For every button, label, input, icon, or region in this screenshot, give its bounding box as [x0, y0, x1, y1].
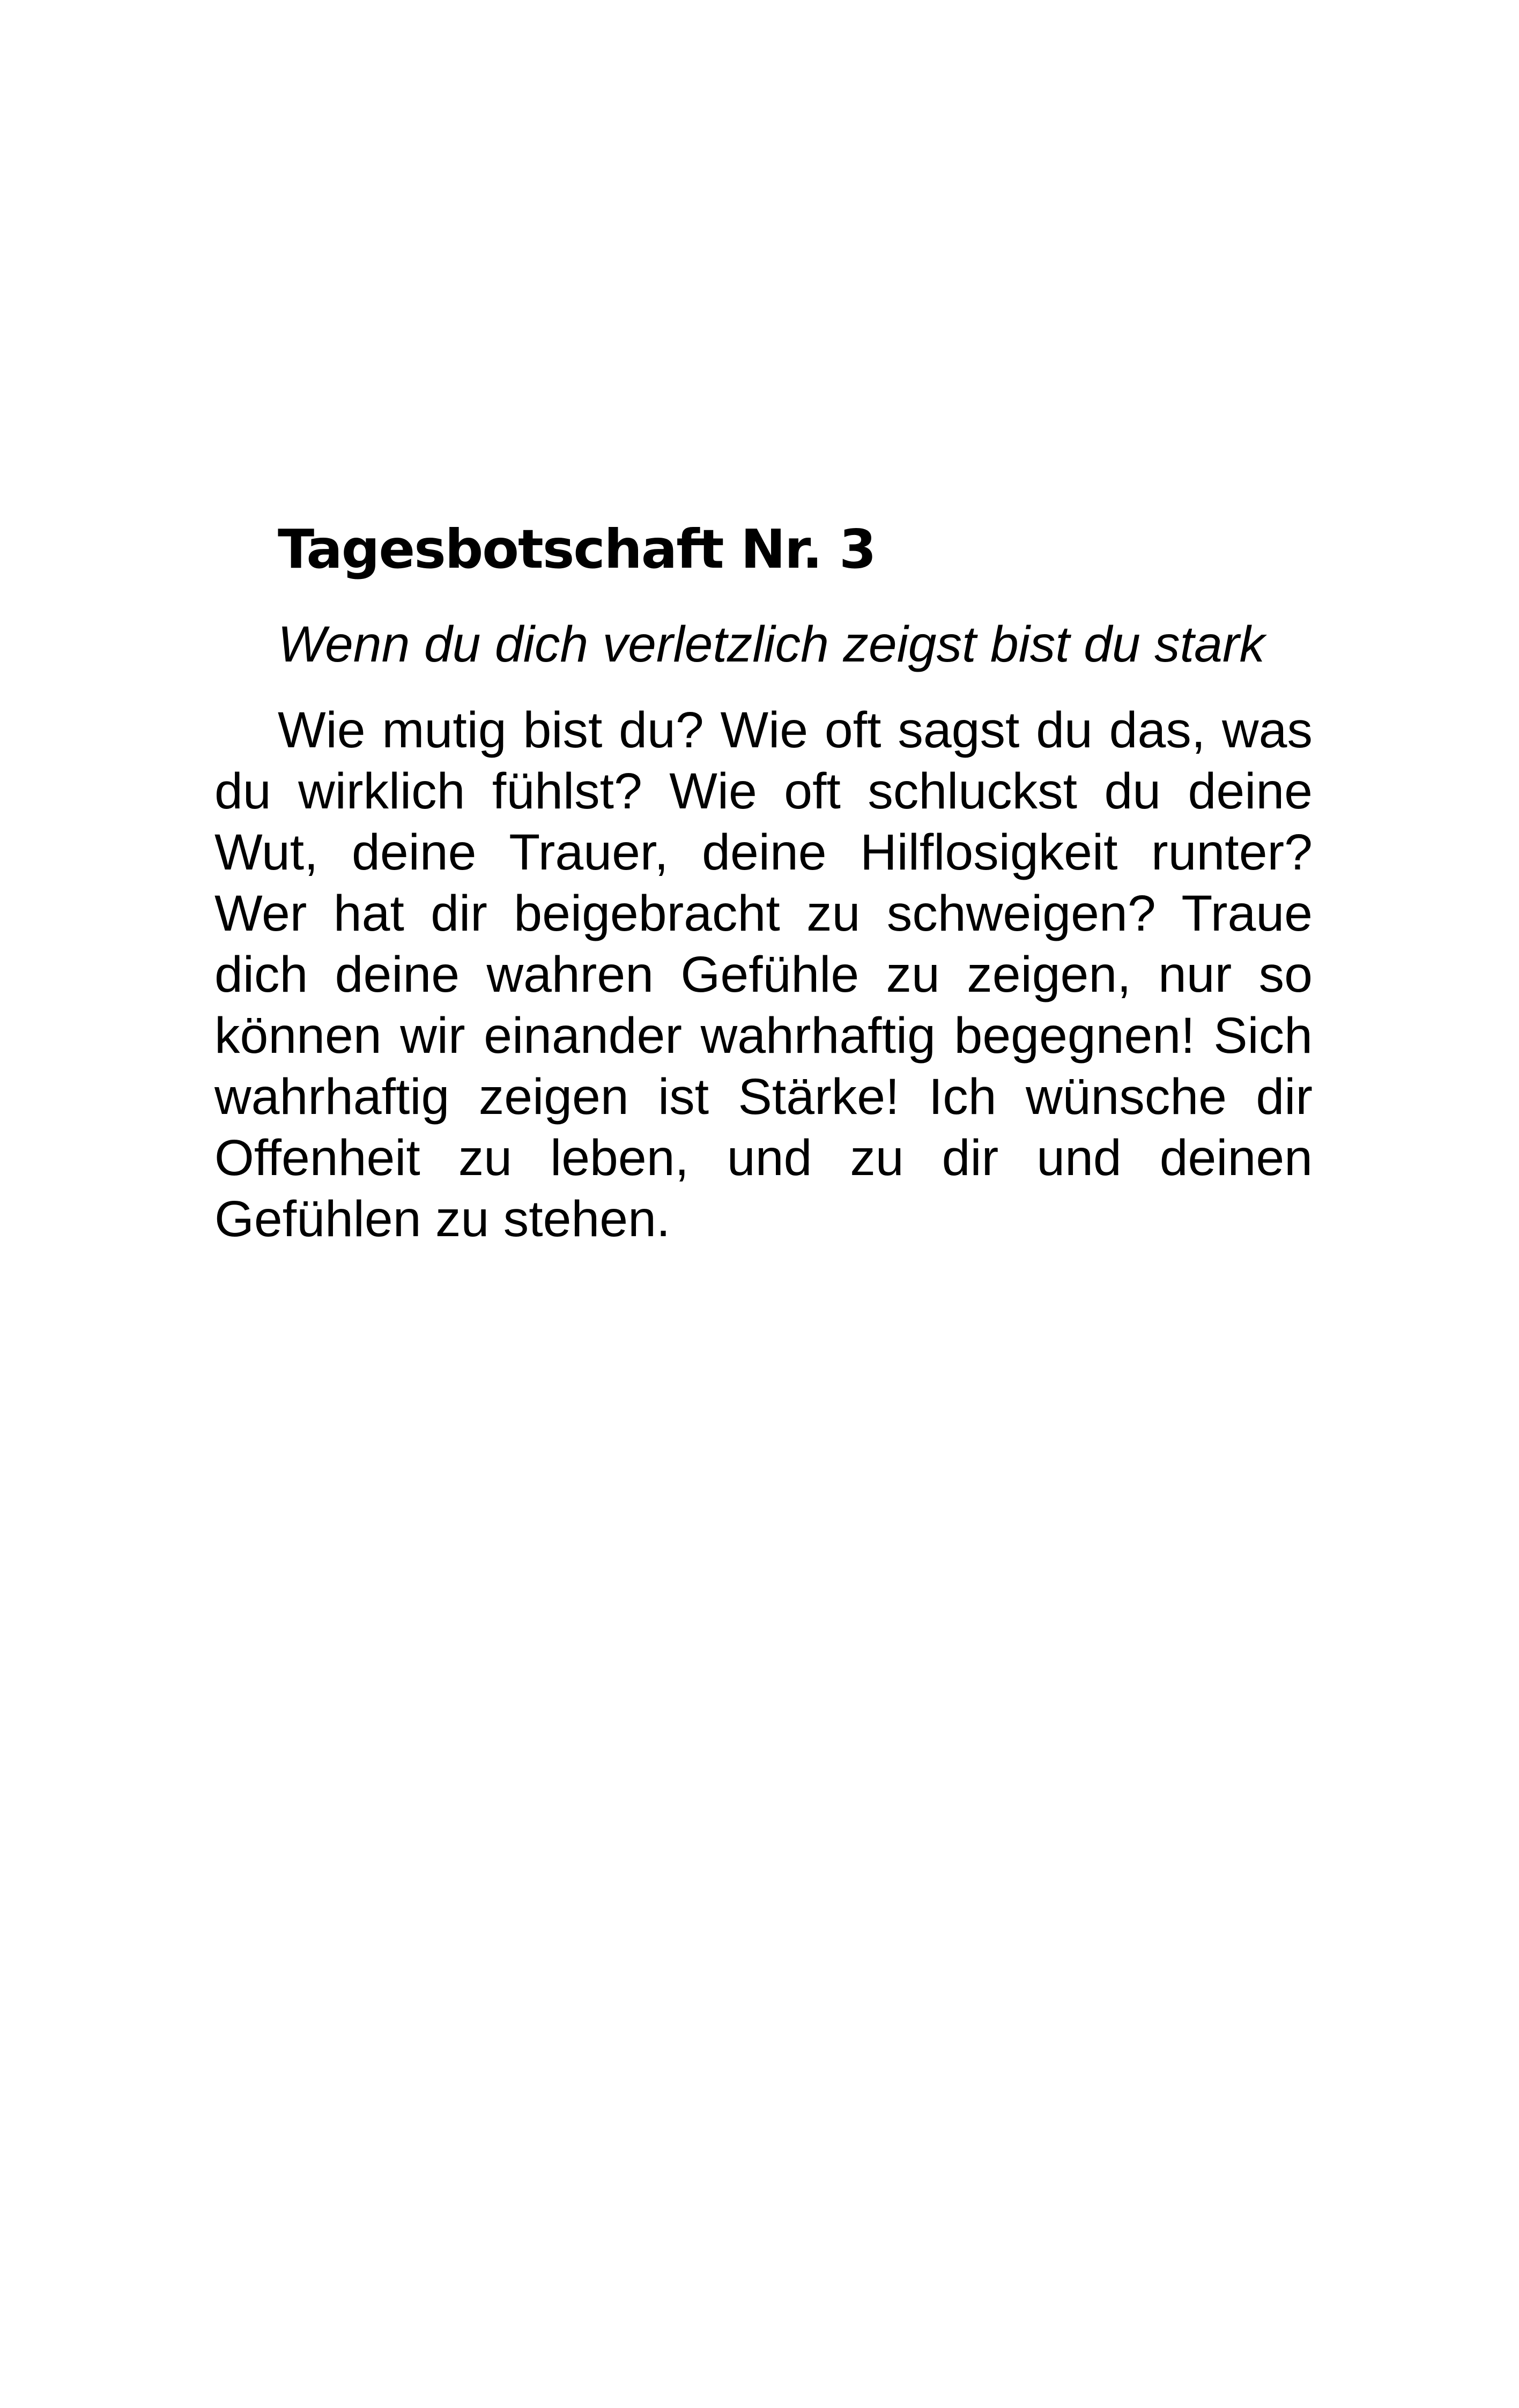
- subtitle: Wenn du dich verletzlich zeigst bist du stark: [278, 616, 1265, 673]
- page-content: [214, 515, 1313, 1250]
- page-title: Tagesbotschaft Nr. 3: [278, 518, 876, 581]
- body-paragraph: Wie mutig bist du? Wie oft sagst du das, was du wirklich fühlst? Wie oft schluckst du deine Wut, deine Trauer, deine Hilflosigkeit runter? Wer hat dir beigebracht zu schweigen? Traue dich deine wahren Gefühle zu zeigen, nur so können wir einander wahrhaftig begegnen! Sich wahrhaftig zeigen ist Stärke! Ich wünsche dir Offenheit zu leben, und zu dir und deinen Gefühlen zu stehen.: [214, 702, 1313, 1247]
